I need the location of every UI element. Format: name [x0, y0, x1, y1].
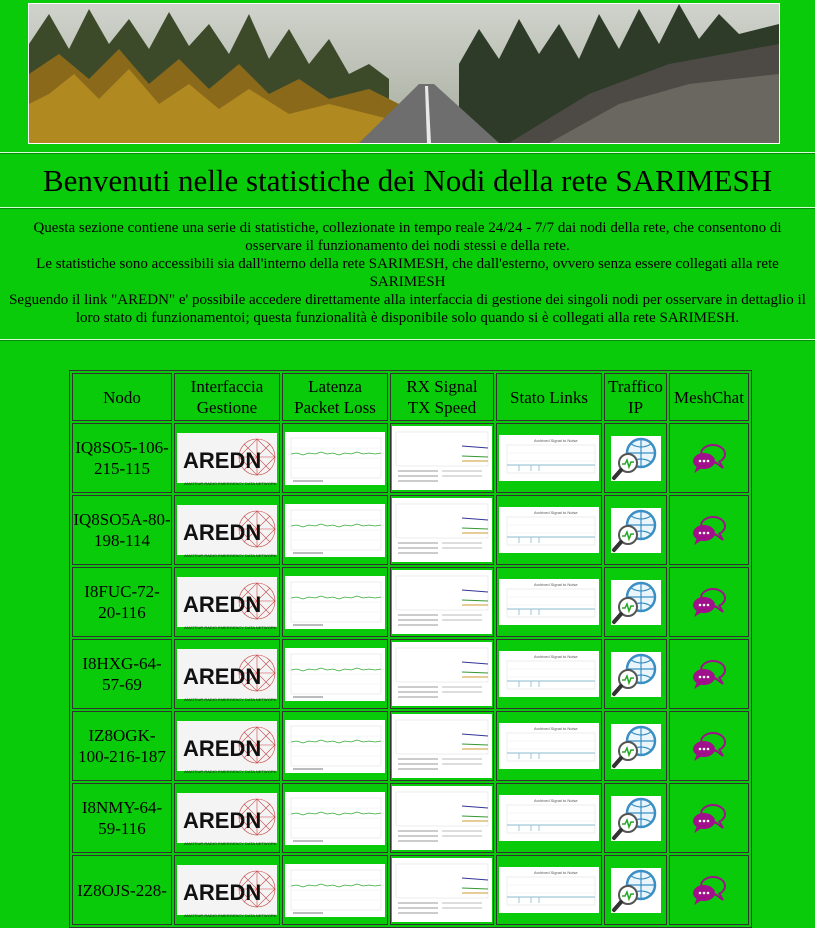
- traffic-ip-link[interactable]: [611, 436, 661, 481]
- meshchat-link[interactable]: [691, 801, 727, 835]
- aredn-sub-text: AMATEUR RADIO EMERGENCY DATA NETWORK: [184, 913, 277, 918]
- links-graph-title: Archived Signal to Noise: [534, 510, 578, 515]
- meshchat-link[interactable]: [691, 585, 727, 619]
- links-graph[interactable]: [499, 723, 599, 769]
- rx-signal-graph[interactable]: [392, 642, 492, 706]
- links-graph-title: Archived Signal to Noise: [534, 726, 578, 731]
- meshchat-link[interactable]: [691, 657, 727, 691]
- traffic-ip-link[interactable]: [611, 796, 661, 841]
- aredn-link-cell: [174, 639, 280, 709]
- header-meshchat: MeshChat: [669, 373, 749, 421]
- chat-bubbles-icon: [691, 657, 727, 691]
- aredn-sub-text: AMATEUR RADIO EMERGENCY DATA NETWORK: [184, 481, 277, 486]
- aredn-logo-text: AREDN: [183, 592, 262, 617]
- latency-graph[interactable]: [285, 576, 385, 629]
- meshchat-cell: [669, 711, 749, 781]
- links-cell: [496, 639, 602, 709]
- rx-signal-cell: [390, 639, 494, 709]
- banner-image: [28, 3, 780, 144]
- intro-line: Questa sezione contiene una serie di statistiche, collezionate in tempo reale 24/24 - 7/7 dai nodi della rete, che consentono di osservare il funzionamento dei nodi stessi e della rete.: [33, 220, 782, 254]
- traffic-cell: [604, 567, 667, 637]
- latency-cell: [282, 783, 388, 853]
- header-nodo: Nodo: [72, 373, 172, 421]
- table-header-row: [72, 373, 749, 421]
- node-name: I8HXG-64-57-69: [72, 639, 172, 709]
- traffic-cell: [604, 855, 667, 925]
- traffic-ip-link[interactable]: [611, 580, 661, 625]
- links-cell: [496, 567, 602, 637]
- globe-magnifier-icon: [611, 580, 661, 625]
- header-text: Interfaccia: [190, 377, 264, 396]
- table-row: [72, 711, 749, 781]
- aredn-sub-text: AMATEUR RADIO EMERGENCY DATA NETWORK: [184, 841, 277, 846]
- latency-cell: [282, 711, 388, 781]
- table-row: [72, 423, 749, 493]
- aredn-logo-text: AREDN: [183, 664, 262, 689]
- rx-signal-graph[interactable]: [392, 570, 492, 634]
- globe-magnifier-icon: [611, 508, 661, 553]
- latency-graph[interactable]: [285, 648, 385, 701]
- table-row: [72, 495, 749, 565]
- node-name: IQ8SO5A-80-198-114: [72, 495, 172, 565]
- aredn-logo-text: AREDN: [183, 736, 262, 761]
- aredn-link[interactable]: [177, 649, 277, 702]
- globe-magnifier-icon: [611, 868, 661, 913]
- aredn-logo-text: AREDN: [183, 448, 262, 473]
- node-name: I8FUC-72-20-116: [72, 567, 172, 637]
- header-text: RX Signal: [406, 377, 478, 396]
- links-graph-title: Archived Signal to Noise: [534, 654, 578, 659]
- table-row: [72, 783, 749, 853]
- header-latenza: [282, 373, 388, 421]
- links-graph-title: Archived Signal to Noise: [534, 582, 578, 587]
- meshchat-cell: [669, 783, 749, 853]
- latency-graph[interactable]: [285, 864, 385, 917]
- links-graph[interactable]: [499, 651, 599, 697]
- aredn-sub-text: AMATEUR RADIO EMERGENCY DATA NETWORK: [184, 697, 277, 702]
- rx-signal-cell: [390, 567, 494, 637]
- aredn-sub-text: AMATEUR RADIO EMERGENCY DATA NETWORK: [184, 625, 277, 630]
- aredn-sub-text: AMATEUR RADIO EMERGENCY DATA NETWORK: [184, 769, 277, 774]
- traffic-cell: [604, 639, 667, 709]
- chat-bubbles-icon: [691, 801, 727, 835]
- meshchat-link[interactable]: [691, 873, 727, 907]
- aredn-link[interactable]: [177, 577, 277, 630]
- header-banner-area: [0, 0, 815, 152]
- header-interfaccia: [174, 373, 280, 421]
- aredn-link-cell: [174, 783, 280, 853]
- header-text: Gestione: [196, 398, 258, 417]
- links-graph[interactable]: [499, 579, 599, 625]
- links-graph-title: Archived Signal to Noise: [534, 798, 578, 803]
- links-cell: [496, 855, 602, 925]
- separator: [0, 339, 815, 341]
- header-text: TX Speed: [407, 398, 477, 417]
- meshchat-cell: [669, 423, 749, 493]
- chat-bubbles-icon: [691, 873, 727, 907]
- meshchat-cell: [669, 495, 749, 565]
- traffic-cell: [604, 711, 667, 781]
- latency-graph[interactable]: [285, 504, 385, 557]
- table-row: [72, 567, 749, 637]
- rx-signal-graph[interactable]: [392, 786, 492, 850]
- header-rx-signal: [390, 373, 494, 421]
- latency-cell: [282, 639, 388, 709]
- chat-bubbles-icon: [691, 441, 727, 475]
- rx-signal-cell: [390, 855, 494, 925]
- traffic-ip-link[interactable]: [611, 508, 661, 553]
- traffic-cell: [604, 495, 667, 565]
- meshchat-cell: [669, 567, 749, 637]
- links-graph[interactable]: [499, 867, 599, 913]
- header-traffico: [604, 373, 667, 421]
- aredn-link-cell: [174, 567, 280, 637]
- latency-graph[interactable]: [285, 720, 385, 773]
- header-stato-links: Stato Links: [496, 373, 602, 421]
- traffic-ip-link[interactable]: [611, 868, 661, 913]
- rx-signal-cell: [390, 423, 494, 493]
- page-title: Benvenuti nelle statistiche dei Nodi della rete SARIMESH: [42, 163, 773, 198]
- chat-bubbles-icon: [691, 729, 727, 763]
- header-text: IP: [627, 398, 644, 417]
- links-cell: [496, 423, 602, 493]
- intro-text: [0, 209, 815, 339]
- links-graph[interactable]: [499, 435, 599, 481]
- rx-signal-graph[interactable]: [392, 858, 492, 922]
- latency-cell: [282, 855, 388, 925]
- node-name: IQ8SO5-106-215-115: [72, 423, 172, 493]
- rx-signal-cell: [390, 711, 494, 781]
- links-graph[interactable]: [499, 795, 599, 841]
- node-name: I8NMY-64-59-116: [72, 783, 172, 853]
- rx-signal-graph[interactable]: [392, 426, 492, 490]
- table-row: [72, 855, 749, 925]
- globe-magnifier-icon: [611, 652, 661, 697]
- rx-signal-cell: [390, 783, 494, 853]
- header-text: Traffico: [608, 377, 663, 396]
- links-cell: [496, 783, 602, 853]
- globe-magnifier-icon: [611, 724, 661, 769]
- header-text: Latenza: [308, 377, 362, 396]
- links-graph-title: Archived Signal to Noise: [534, 870, 578, 875]
- latency-cell: [282, 567, 388, 637]
- aredn-link-cell: [174, 711, 280, 781]
- rx-signal-cell: [390, 495, 494, 565]
- traffic-cell: [604, 423, 667, 493]
- links-cell: [496, 495, 602, 565]
- aredn-logo-text: AREDN: [183, 520, 262, 545]
- node-name: IZ8OGK-100-216-187: [72, 711, 172, 781]
- chat-bubbles-icon: [691, 513, 727, 547]
- aredn-link-cell: [174, 423, 280, 493]
- globe-magnifier-icon: [611, 796, 661, 841]
- header-text: Packet Loss: [294, 398, 376, 417]
- links-cell: [496, 711, 602, 781]
- aredn-link[interactable]: [177, 721, 277, 774]
- stats-table: [69, 370, 752, 928]
- traffic-ip-link[interactable]: [611, 652, 661, 697]
- latency-graph[interactable]: [285, 432, 385, 485]
- aredn-logo-text: AREDN: [183, 808, 262, 833]
- meshchat-link[interactable]: [691, 729, 727, 763]
- stats-table-wrap: [69, 370, 752, 928]
- meshchat-cell: [669, 639, 749, 709]
- intro-line: Seguendo il link "AREDN" e' possibile accedere direttamente alla interfaccia di gestione dei singoli nodi per osservare in dettaglio il loro stato di funzionamentoi; questa funzionalità è disponibile solo quando si è collegati alla rete SARIMESH.: [9, 292, 806, 326]
- aredn-link[interactable]: [177, 793, 277, 846]
- aredn-link[interactable]: [177, 865, 277, 918]
- meshchat-link[interactable]: [691, 441, 727, 475]
- chat-bubbles-icon: [691, 585, 727, 619]
- latency-graph[interactable]: [285, 792, 385, 845]
- aredn-link-cell: [174, 495, 280, 565]
- meshchat-cell: [669, 855, 749, 925]
- aredn-logo-text: AREDN: [183, 880, 262, 905]
- aredn-link-cell: [174, 855, 280, 925]
- latency-cell: [282, 495, 388, 565]
- rx-signal-graph[interactable]: [392, 714, 492, 778]
- links-graph-title: Archived Signal to Noise: [534, 438, 578, 443]
- node-name: IZ8OJS-228-: [72, 855, 172, 925]
- rx-signal-graph[interactable]: [392, 498, 492, 562]
- intro-line: Le statistiche sono accessibili sia dall'interno della rete SARIMESH, che dall'esterno, ovvero senza essere collegati alla rete SARIMESH: [36, 256, 779, 290]
- traffic-ip-link[interactable]: [611, 724, 661, 769]
- meshchat-link[interactable]: [691, 513, 727, 547]
- aredn-sub-text: AMATEUR RADIO EMERGENCY DATA NETWORK: [184, 553, 277, 558]
- aredn-link[interactable]: [177, 433, 277, 486]
- table-row: [72, 639, 749, 709]
- latency-cell: [282, 423, 388, 493]
- aredn-link[interactable]: [177, 505, 277, 558]
- road-landscape-icon: [29, 4, 779, 143]
- globe-magnifier-icon: [611, 436, 661, 481]
- links-graph[interactable]: [499, 507, 599, 553]
- traffic-cell: [604, 783, 667, 853]
